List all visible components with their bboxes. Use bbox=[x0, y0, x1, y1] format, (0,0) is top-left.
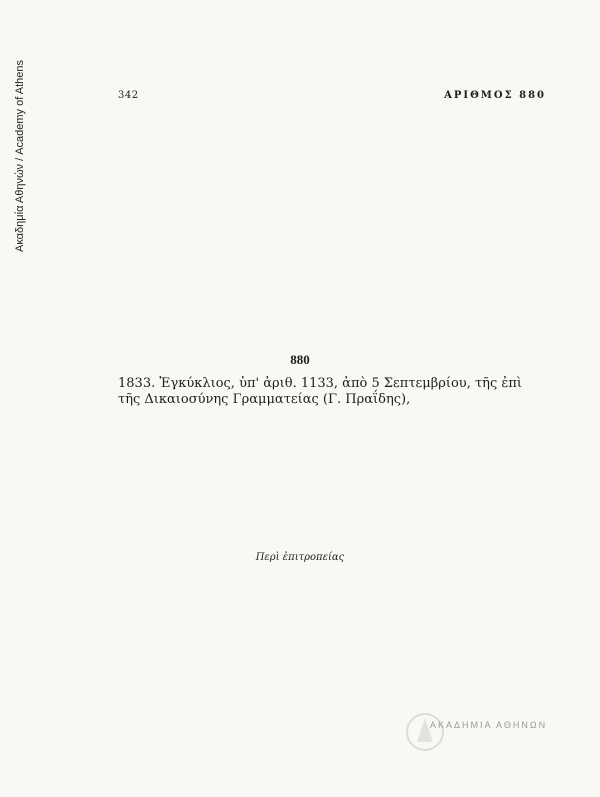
entry-number: 880 bbox=[290, 352, 310, 367]
running-title: ΑΡΙΘΜΟΣ 880 bbox=[444, 90, 546, 101]
page-number: 342 bbox=[118, 90, 139, 101]
academy-logo-icon bbox=[405, 702, 555, 762]
entry-heading: 1833. Ἐγκύκλιος, ὑπ' ἀριθ. 1133, ἀπὸ 5 Σεπτεμβρίου, τῆς ἐπὶ τῆς Δικαιοσύνης Γραμματείας (Γ. Πραΐδης), bbox=[118, 376, 522, 407]
watermark-text: ΑΚΑΔΗΜΙΑ ΑΘΗΝΩΝ bbox=[430, 720, 548, 730]
sidebar-text: Ακαδημία Αθηνών / Academy of Athens bbox=[14, 60, 26, 253]
archive-sidebar bbox=[14, 60, 34, 360]
section-subtitle: Περὶ ἐπιτροπείας bbox=[255, 552, 345, 563]
page-header bbox=[118, 90, 546, 104]
